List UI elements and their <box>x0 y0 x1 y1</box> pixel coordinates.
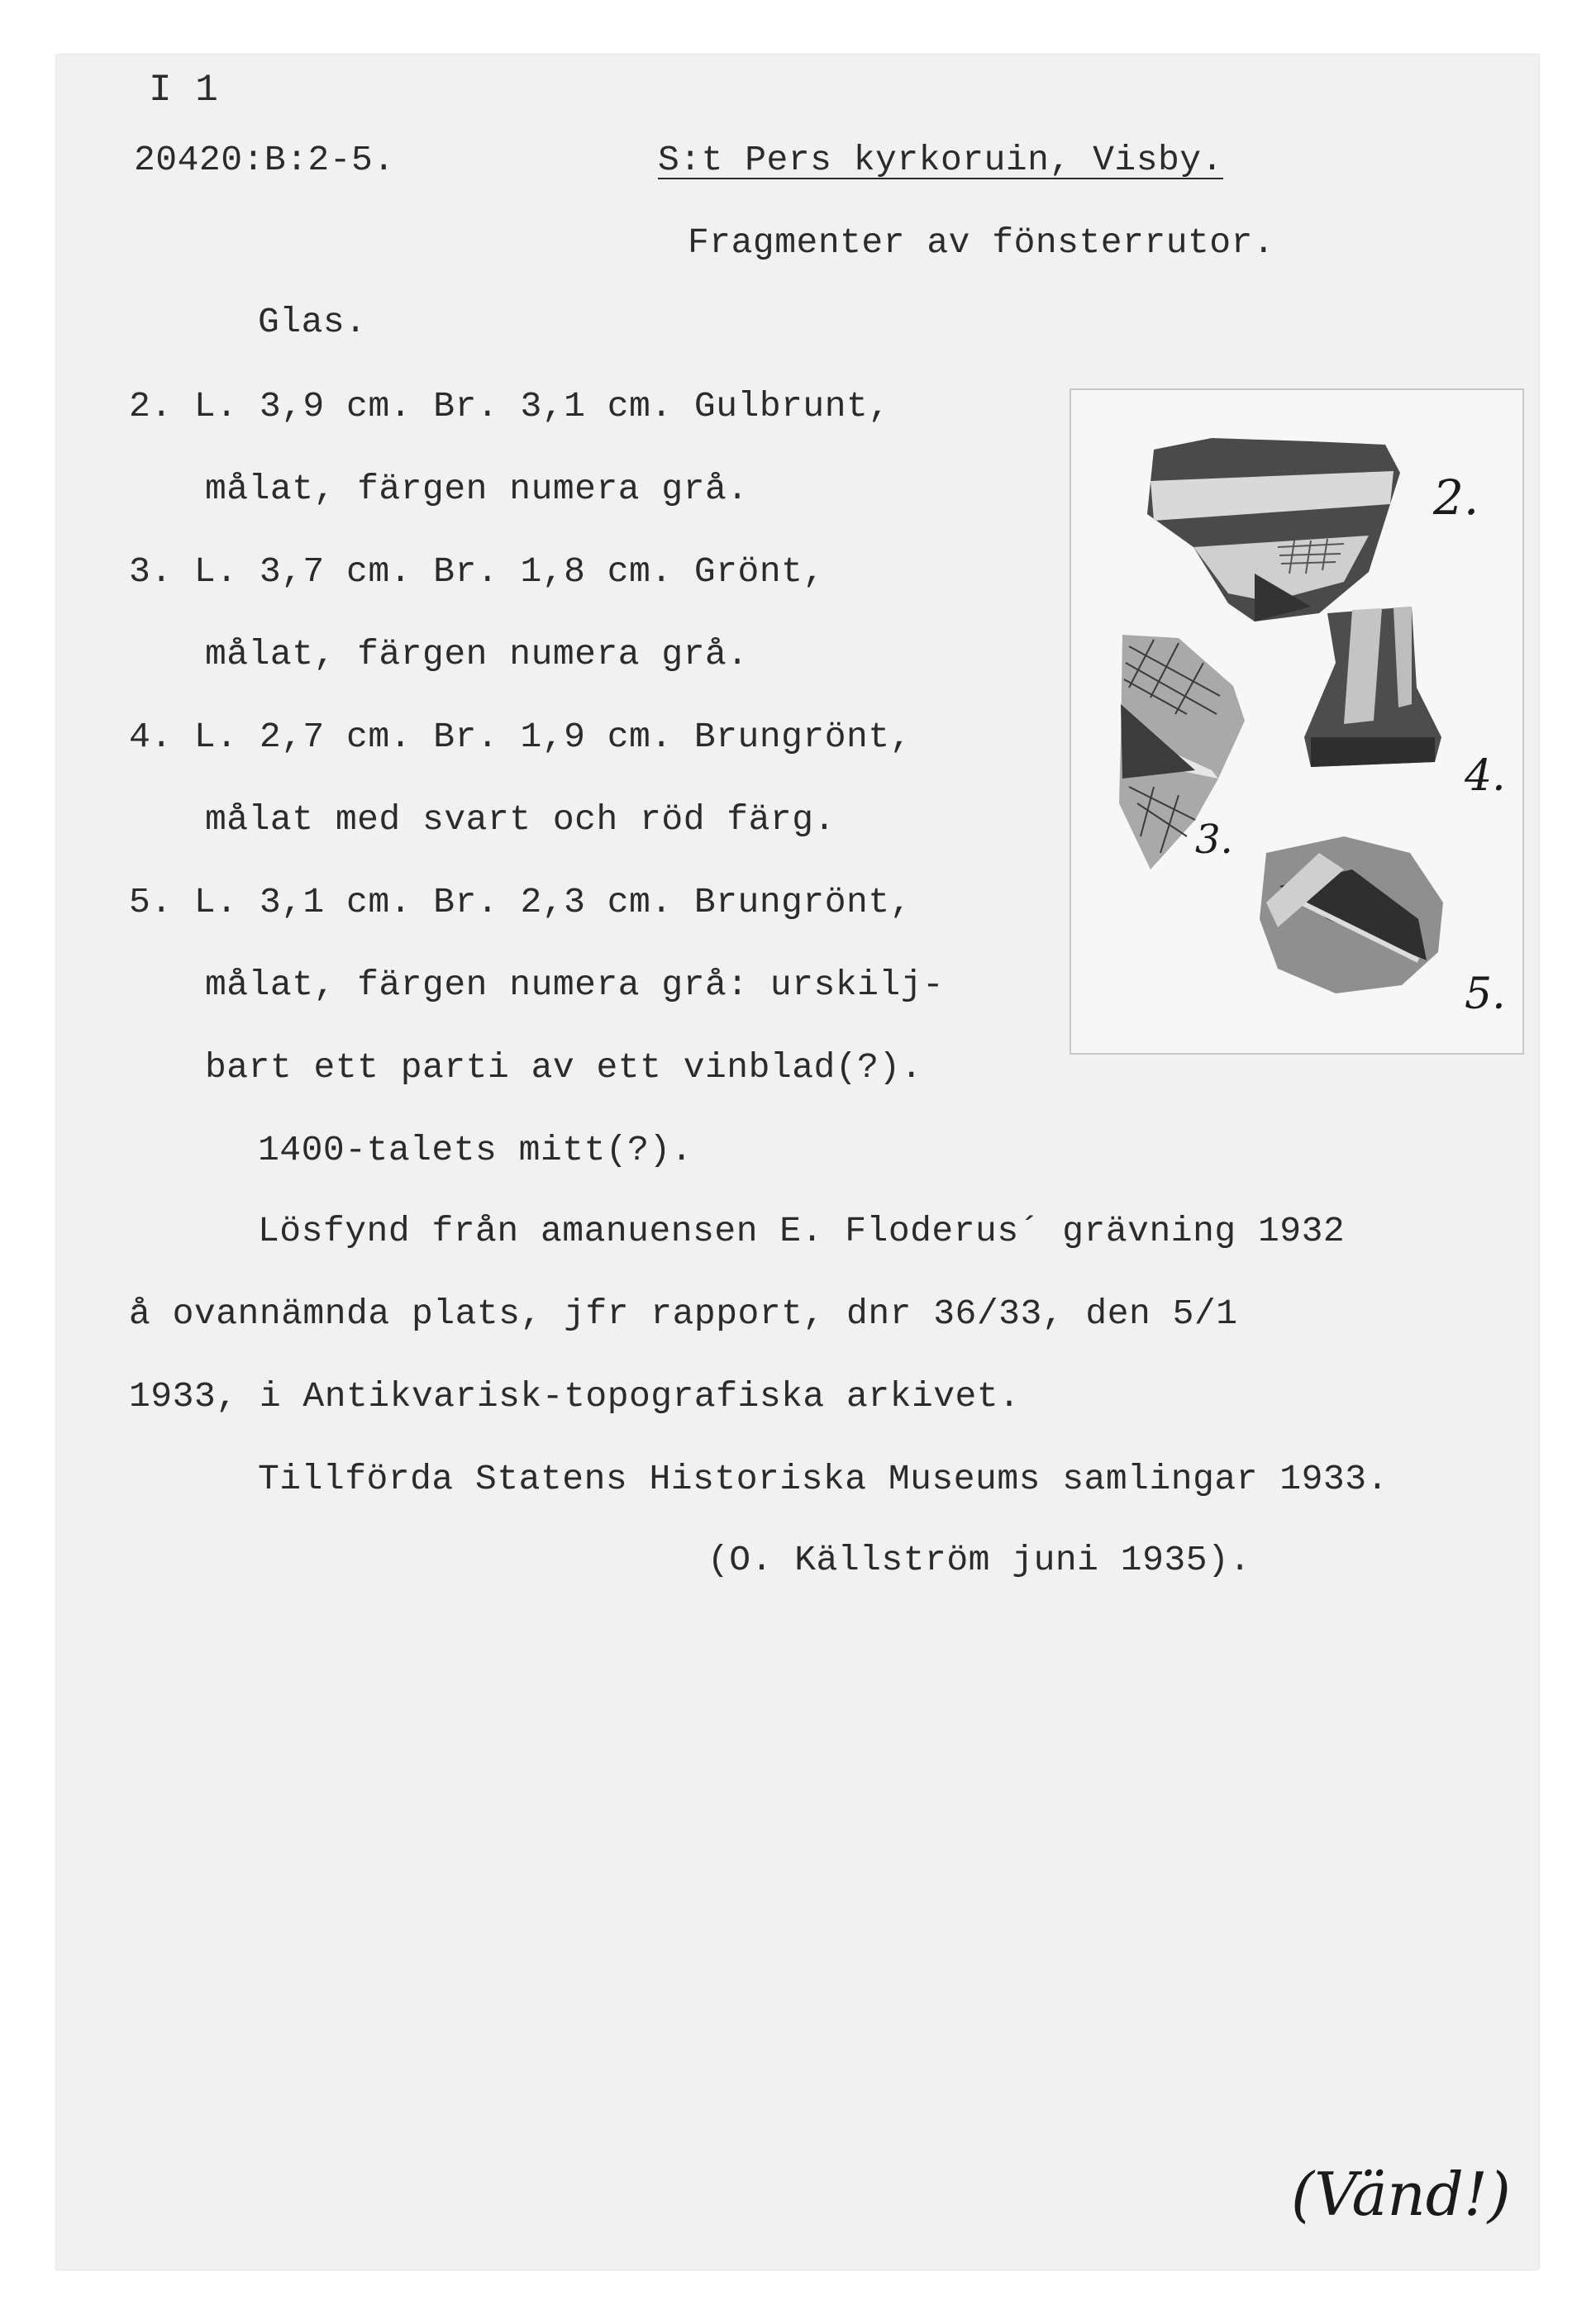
object-title: Fragmenter av fönsterrutor. <box>688 222 1275 263</box>
entry-2-line-2: målat, färgen numera grå. <box>205 469 749 509</box>
turn-note-drawing <box>1286 2149 1534 2240</box>
site-name: S:t Pers kyrkoruin, Visby. <box>658 140 1223 180</box>
material-label: Glas. <box>258 302 367 342</box>
find-text-line-1: Lösfynd från amanuensen E. Floderus´ grävning 1932 <box>258 1211 1346 1251</box>
fragment-5 <box>1260 836 1443 993</box>
signature: (O. Källström juni 1935). <box>707 1540 1251 1580</box>
find-text-line-3: 1933, i Antikvarisk-topografiska arkivet. <box>129 1376 1021 1417</box>
entry-4-line-2: målat med svart och röd färg. <box>205 799 836 840</box>
catalog-card <box>56 55 1539 2270</box>
entry-4-line-1: 4. L. 2,7 cm. Br. 1,9 cm. Brungrönt, <box>129 717 912 757</box>
fragment-2 <box>1147 438 1400 622</box>
entry-5-line-1: 5. L. 3,1 cm. Br. 2,3 cm. Brungrönt, <box>129 882 912 922</box>
acquisition-note: Tillförda Statens Historiska Museums samlingar 1933. <box>258 1459 1389 1499</box>
label-fragment-5: 5. <box>1465 969 1506 1019</box>
find-text-line-2: å ovannämnda plats, jfr rapport, dnr 36/33, den 5/1 <box>129 1293 1238 1334</box>
dating: 1400-talets mitt(?). <box>258 1130 693 1170</box>
entry-5-line-2: målat, färgen numera grå: urskilj- <box>205 964 945 1005</box>
label-fragment-2: 2. <box>1433 469 1479 526</box>
entry-3-line-2: målat, färgen numera grå. <box>205 634 749 674</box>
label-fragment-3: 3. <box>1195 817 1233 863</box>
label-fragment-4: 4. <box>1465 751 1506 801</box>
fragments-photo-drawing <box>1071 390 1522 1053</box>
entry-2-line-1: 2. L. 3,9 cm. Br. 3,1 cm. Gulbrunt, <box>129 386 890 426</box>
fragments-photo <box>1070 388 1524 1055</box>
catalog-number: 20420:B:2-5. <box>134 140 395 180</box>
turn-note <box>1286 2149 1534 2240</box>
corner-mark: I 1 <box>149 69 219 112</box>
turn-note-text: (Vänd!) <box>1291 2160 1511 2229</box>
entry-5-line-3: bart ett parti av ett vinblad(?). <box>205 1047 923 1088</box>
entry-3-line-1: 3. L. 3,7 cm. Br. 1,8 cm. Grönt, <box>129 551 825 592</box>
fragment-4 <box>1304 607 1441 767</box>
